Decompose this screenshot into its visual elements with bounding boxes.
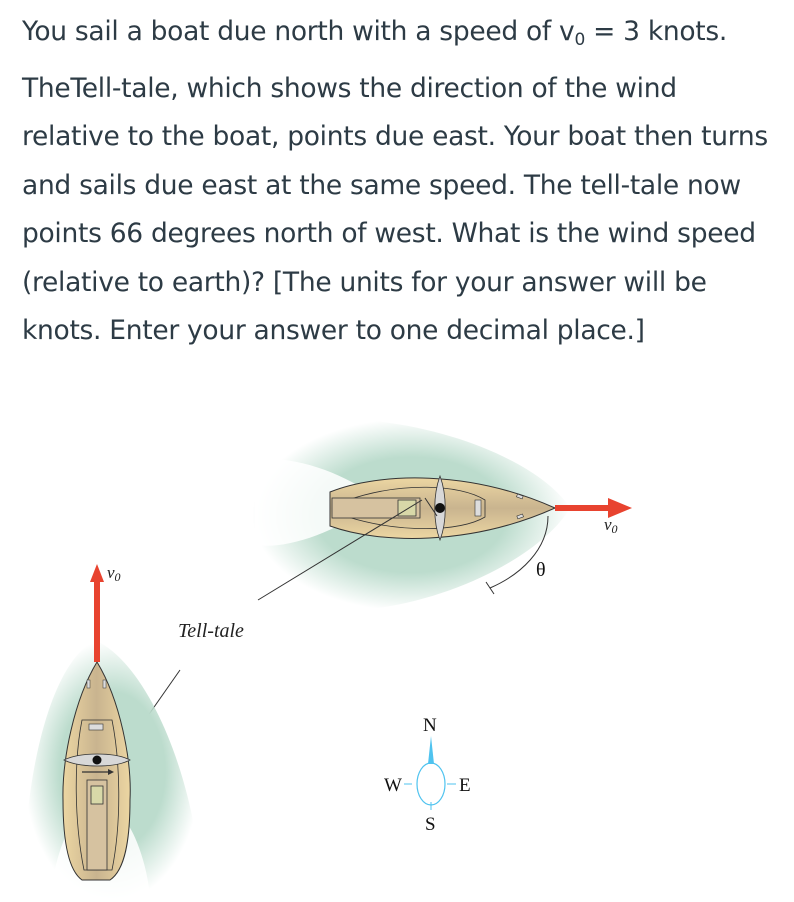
velocity-arrow-east xyxy=(555,505,610,511)
question-subscript: 0 xyxy=(574,30,585,50)
top-boat xyxy=(253,419,633,611)
compass-west: W xyxy=(384,775,402,796)
velocity-label-top: v0 xyxy=(604,515,618,536)
telltale-label: Tell-tale xyxy=(178,620,244,642)
question-part2: = 3 knots. TheTell-tale, which shows the direction of the wind relative to the boat, points due east. Your boat then turns and sails due east at the same speed. The tell-tale now points 66 degrees north of west. What is the wind speed (relative to earth)? [The units for your answer will be knots. Enter your answer to one decimal place.] xyxy=(22,16,768,346)
compass-rose xyxy=(384,715,471,835)
left-boat xyxy=(24,563,200,902)
sailing-diagram xyxy=(0,400,794,902)
compass-south: S xyxy=(425,814,436,835)
question-text xyxy=(22,8,782,356)
compass-north: N xyxy=(423,715,437,736)
velocity-arrow-north xyxy=(94,580,100,662)
angle-label: θ xyxy=(536,559,546,581)
question-part1: You sail a boat due north with a speed of v xyxy=(22,16,575,47)
compass-east: E xyxy=(459,775,471,796)
velocity-label-left: v0 xyxy=(107,563,121,584)
